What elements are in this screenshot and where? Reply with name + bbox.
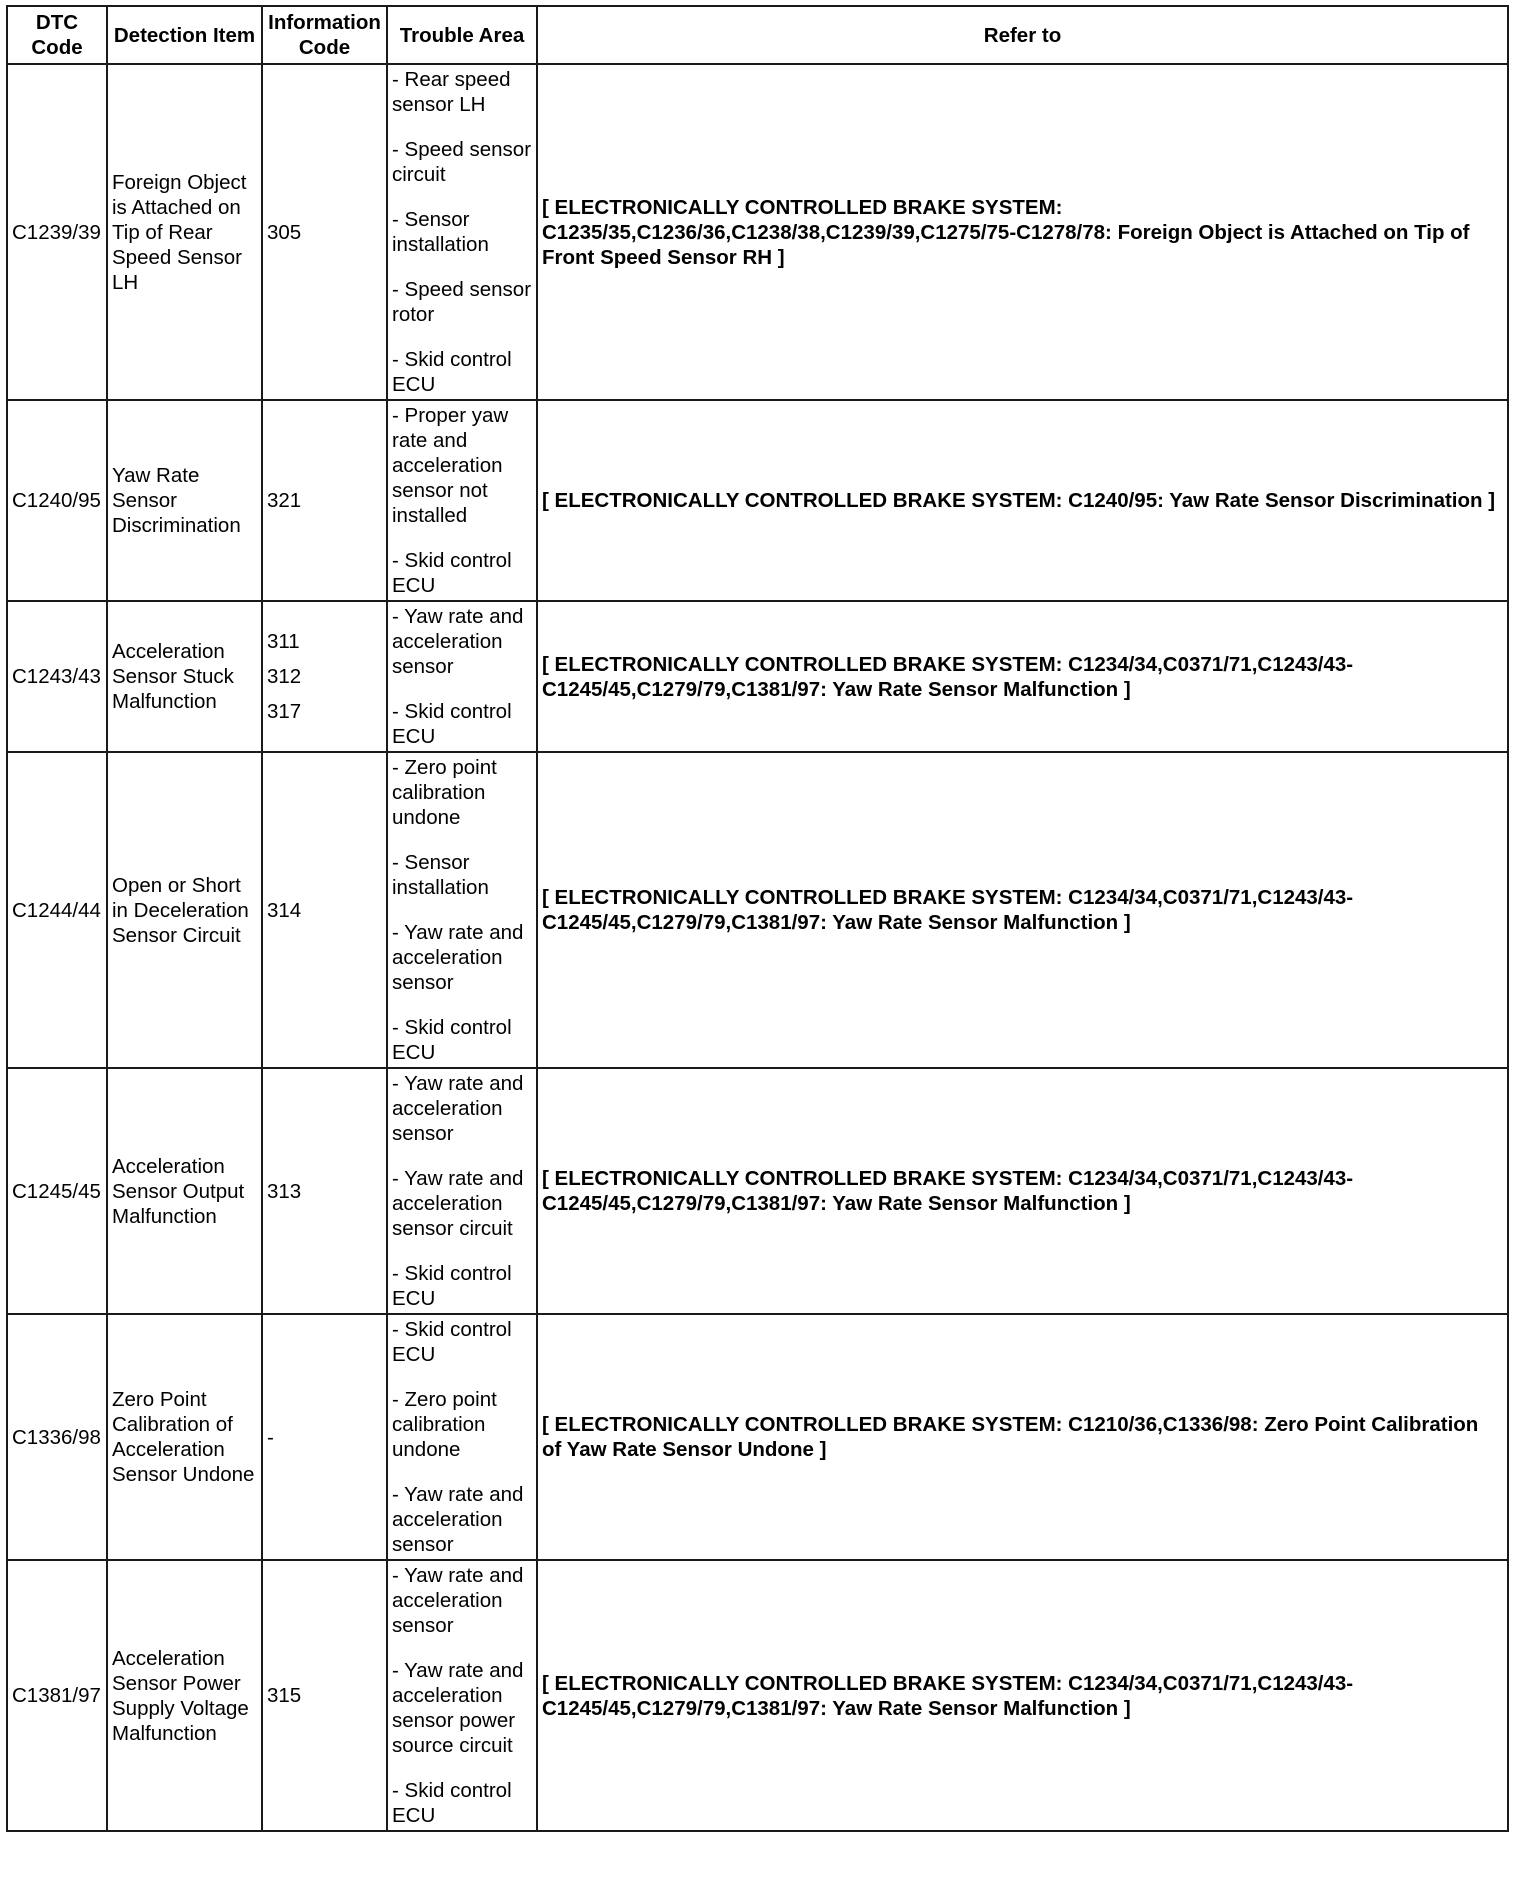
- detection-item-cell: Acceleration Sensor Power Supply Voltage Malfunction: [107, 1560, 262, 1831]
- trouble-area-item: - Skid control ECU: [392, 700, 512, 748]
- dtc-code-cell: C1245/45: [7, 1068, 107, 1314]
- trouble-area-cell: [387, 400, 537, 601]
- header-information-code: Information Code: [262, 6, 387, 64]
- trouble-area-item: - Yaw rate and acceleration sensor: [392, 1564, 524, 1637]
- table-body: [7, 64, 1508, 1831]
- detection-item-cell: Open or Short in Deceleration Sensor Circuit: [107, 752, 262, 1068]
- trouble-area-item: - Yaw rate and acceleration sensor: [392, 1072, 524, 1145]
- information-code-cell: [262, 64, 387, 400]
- refer-to-link[interactable]: [ ELECTRONICALLY CONTROLLED BRAKE SYSTEM: C1234/34,C0371/71,C1243/43-C1245/45,C1279/79,C1381/97: Yaw Rate Sensor Malfunction ]: [537, 1068, 1508, 1314]
- trouble-area-item: - Skid control ECU: [392, 348, 512, 396]
- information-code-cell: [262, 1314, 387, 1560]
- information-code: 305: [267, 220, 302, 244]
- information-code-cell: [262, 601, 387, 752]
- information-code-cell: [262, 1068, 387, 1314]
- information-code: 317: [267, 700, 302, 723]
- table-row: [7, 752, 1508, 1068]
- information-code: -: [267, 1425, 274, 1449]
- trouble-area-cell: [387, 1314, 537, 1560]
- trouble-area-item: - Zero point calibration undone: [392, 756, 497, 829]
- trouble-area-cell: [387, 1560, 537, 1831]
- information-code: 312: [267, 665, 302, 688]
- trouble-area-item: - Zero point calibration undone: [392, 1388, 497, 1461]
- refer-to-link[interactable]: [ ELECTRONICALLY CONTROLLED BRAKE SYSTEM: C1240/95: Yaw Rate Sensor Discrimination ]: [537, 400, 1508, 601]
- information-code: 313: [267, 1179, 302, 1203]
- refer-to-link[interactable]: [ ELECTRONICALLY CONTROLLED BRAKE SYSTEM: C1234/34,C0371/71,C1243/43-C1245/45,C1279/79,C1381/97: Yaw Rate Sensor Malfunction ]: [537, 1560, 1508, 1831]
- dtc-code-cell: C1240/95: [7, 400, 107, 601]
- information-code-cell: [262, 1560, 387, 1831]
- dtc-table: [6, 5, 1509, 1832]
- trouble-area-item: - Skid control ECU: [392, 549, 512, 597]
- trouble-area-item: - Sensor installation: [392, 851, 489, 899]
- trouble-area-item: - Yaw rate and acceleration sensor: [392, 921, 524, 994]
- refer-to-link[interactable]: [ ELECTRONICALLY CONTROLLED BRAKE SYSTEM: C1234/34,C0371/71,C1243/43-C1245/45,C1279/79,C1381/97: Yaw Rate Sensor Malfunction ]: [537, 752, 1508, 1068]
- table-row: [7, 1560, 1508, 1831]
- dtc-code-cell: C1244/44: [7, 752, 107, 1068]
- trouble-area-item: - Yaw rate and acceleration sensor: [392, 1483, 524, 1556]
- header-refer-to: Refer to: [537, 6, 1508, 64]
- header-dtc-code: DTC Code: [7, 6, 107, 64]
- table-row: [7, 1068, 1508, 1314]
- trouble-area-item: - Sensor installation: [392, 208, 489, 256]
- trouble-area-item: - Skid control ECU: [392, 1016, 512, 1064]
- information-code: 311: [267, 630, 300, 653]
- detection-item-cell: Acceleration Sensor Output Malfunction: [107, 1068, 262, 1314]
- detection-item-cell: Acceleration Sensor Stuck Malfunction: [107, 601, 262, 752]
- dtc-code-cell: C1243/43: [7, 601, 107, 752]
- trouble-area-item: - Proper yaw rate and acceleration sensor not installed: [392, 404, 509, 527]
- table-row: [7, 601, 1508, 752]
- dtc-code-cell: C1336/98: [7, 1314, 107, 1560]
- table-row: [7, 1314, 1508, 1560]
- table-row: [7, 400, 1508, 601]
- trouble-area-item: - Speed sensor rotor: [392, 278, 532, 326]
- header-detection-item: Detection Item: [107, 6, 262, 64]
- information-code-cell: [262, 400, 387, 601]
- trouble-area-item: - Yaw rate and acceleration sensor: [392, 605, 524, 678]
- table-header-row: [7, 6, 1508, 64]
- dtc-code-cell: C1381/97: [7, 1560, 107, 1831]
- dtc-code-cell: C1239/39: [7, 64, 107, 400]
- trouble-area-item: - Speed sensor circuit: [392, 138, 532, 186]
- header-trouble-area: Trouble Area: [387, 6, 537, 64]
- refer-to-link[interactable]: [ ELECTRONICALLY CONTROLLED BRAKE SYSTEM: C1234/34,C0371/71,C1243/43-C1245/45,C1279/79,C1381/97: Yaw Rate Sensor Malfunction ]: [537, 601, 1508, 752]
- information-code: 314: [267, 898, 302, 922]
- information-code-cell: [262, 752, 387, 1068]
- trouble-area-item: - Skid control ECU: [392, 1318, 512, 1366]
- trouble-area-item: - Skid control ECU: [392, 1262, 512, 1310]
- trouble-area-item: - Rear speed sensor LH: [392, 68, 511, 116]
- trouble-area-item: - Yaw rate and acceleration sensor power source circuit: [392, 1659, 524, 1757]
- trouble-area-item: - Skid control ECU: [392, 1779, 512, 1827]
- detection-item-cell: Foreign Object is Attached on Tip of Rear Speed Sensor LH: [107, 64, 262, 400]
- trouble-area-cell: [387, 601, 537, 752]
- trouble-area-cell: [387, 1068, 537, 1314]
- information-code: 321: [267, 489, 302, 512]
- trouble-area-cell: [387, 752, 537, 1068]
- detection-item-cell: Zero Point Calibration of Acceleration Sensor Undone: [107, 1314, 262, 1560]
- table-row: [7, 64, 1508, 400]
- refer-to-link[interactable]: [ ELECTRONICALLY CONTROLLED BRAKE SYSTEM: C1235/35,C1236/36,C1238/38,C1239/39,C1275/75-C1278/78: Foreign Object is Attached on Tip of Front Speed Sensor RH ]: [537, 64, 1508, 400]
- refer-to-link[interactable]: [ ELECTRONICALLY CONTROLLED BRAKE SYSTEM: C1210/36,C1336/98: Zero Point Calibration of Yaw Rate Sensor Undone ]: [537, 1314, 1508, 1560]
- trouble-area-cell: [387, 64, 537, 400]
- information-code: 315: [267, 1684, 302, 1707]
- detection-item-cell: Yaw Rate Sensor Discrimination: [107, 400, 262, 601]
- trouble-area-item: - Yaw rate and acceleration sensor circuit: [392, 1167, 524, 1240]
